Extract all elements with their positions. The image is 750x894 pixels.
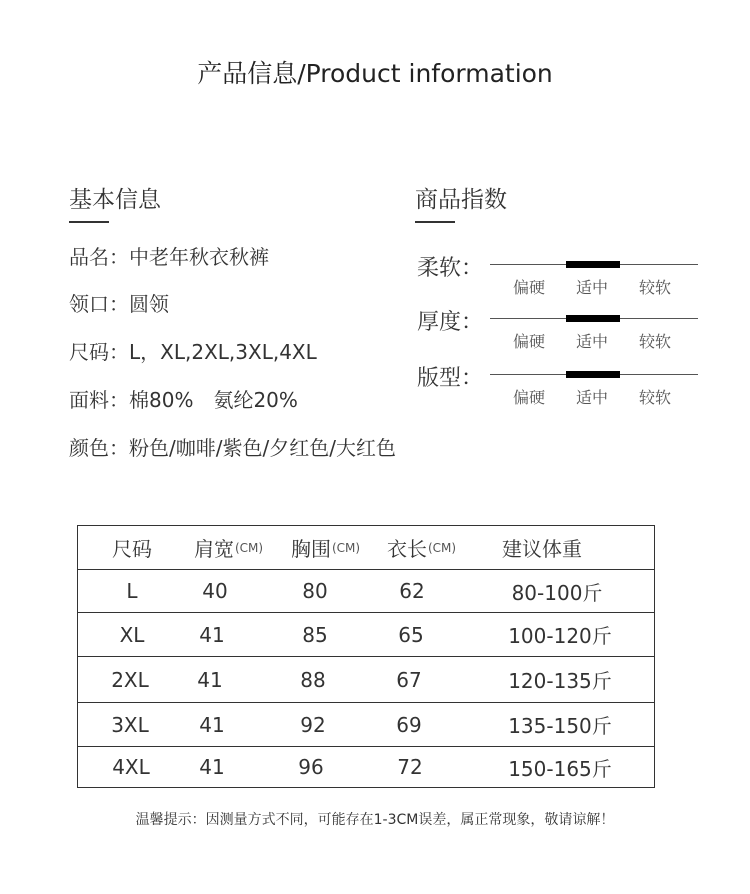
option-hard: 偏硬 <box>513 388 546 407</box>
table-row <box>78 747 654 787</box>
basic-info-heading-text: 基本信息 <box>69 187 161 213</box>
color-line: 颜色：粉色/咖啡/紫色/夕红色/大红色 <box>69 436 396 460</box>
footnote: 温馨提示：因测量方式不同，可能存在1-3CM误差，属正常现象，敬请谅解！ <box>135 812 615 828</box>
cell-shoulder: 41 <box>199 622 225 647</box>
header-length: 衣长 (CM) <box>387 537 457 561</box>
fabric-line: 面料：棉80% 氨纶20% <box>69 388 298 412</box>
cell-chest: 80 <box>302 579 328 603</box>
product-index-heading-text: 商品指数 <box>415 187 507 213</box>
cell-length: 69 <box>396 712 422 737</box>
header-weight: 建议体重 <box>502 537 582 561</box>
header-shoulder: 肩宽 (CM) <box>194 537 264 561</box>
option-soft: 较软 <box>639 388 672 407</box>
cell-size: 2XL <box>111 667 149 692</box>
header-chest: 胸围 (CM) <box>291 537 361 561</box>
cell-weight: 150-165斤 <box>508 756 612 781</box>
product-index-heading <box>415 181 507 214</box>
cell-size: L <box>126 579 138 603</box>
heading-underline <box>415 221 455 223</box>
cell-weight: 100-120斤 <box>508 624 612 648</box>
cell-length: 67 <box>396 667 422 692</box>
size-line: 尺码：L，XL,2XL,3XL,4XL <box>69 340 317 364</box>
thickness-label: 厚度： <box>417 310 484 335</box>
fit-label: 版型： <box>417 366 484 391</box>
product-name-line: 品名：中老年秋衣秋裤 <box>69 245 269 269</box>
option-soft: 较软 <box>639 278 672 297</box>
cell-size: 4XL <box>112 755 150 779</box>
fit-selected-marker <box>566 371 620 378</box>
softness-label: 柔软： <box>417 256 484 281</box>
cell-chest: 88 <box>300 667 326 692</box>
option-hard: 偏硬 <box>513 332 546 351</box>
cell-length: 62 <box>399 579 425 603</box>
option-medium: 适中 <box>576 388 609 407</box>
table-row <box>78 570 654 613</box>
cell-shoulder: 41 <box>199 755 225 779</box>
cell-shoulder: 41 <box>199 712 225 737</box>
header-size: 尺码 <box>112 537 152 561</box>
size-table <box>77 525 655 788</box>
collar-line: 领口：圆领 <box>69 292 169 316</box>
cell-length: 65 <box>398 622 424 647</box>
cell-shoulder: 41 <box>197 667 223 692</box>
table-row <box>78 613 654 657</box>
page-title: 产品信息/Product information <box>197 59 553 88</box>
table-row <box>78 703 654 747</box>
cell-weight: 120-135斤 <box>508 669 612 693</box>
cell-chest: 96 <box>298 755 324 779</box>
basic-info-heading <box>69 181 161 214</box>
option-medium: 适中 <box>576 332 609 351</box>
option-hard: 偏硬 <box>513 278 546 297</box>
cell-weight: 135-150斤 <box>508 714 612 738</box>
option-medium: 适中 <box>576 278 609 297</box>
cell-shoulder: 40 <box>202 579 228 603</box>
cell-length: 72 <box>397 755 423 779</box>
table-header-row <box>78 526 654 570</box>
thickness-selected-marker <box>566 315 620 322</box>
cell-weight: 80-100斤 <box>511 580 603 605</box>
softness-selected-marker <box>566 261 620 268</box>
table-row <box>78 657 654 703</box>
option-soft: 较软 <box>639 332 672 351</box>
heading-underline <box>69 221 109 223</box>
cell-chest: 85 <box>302 622 328 647</box>
cell-size: 3XL <box>111 712 149 737</box>
cell-size: XL <box>119 622 145 647</box>
cell-chest: 92 <box>300 712 326 737</box>
